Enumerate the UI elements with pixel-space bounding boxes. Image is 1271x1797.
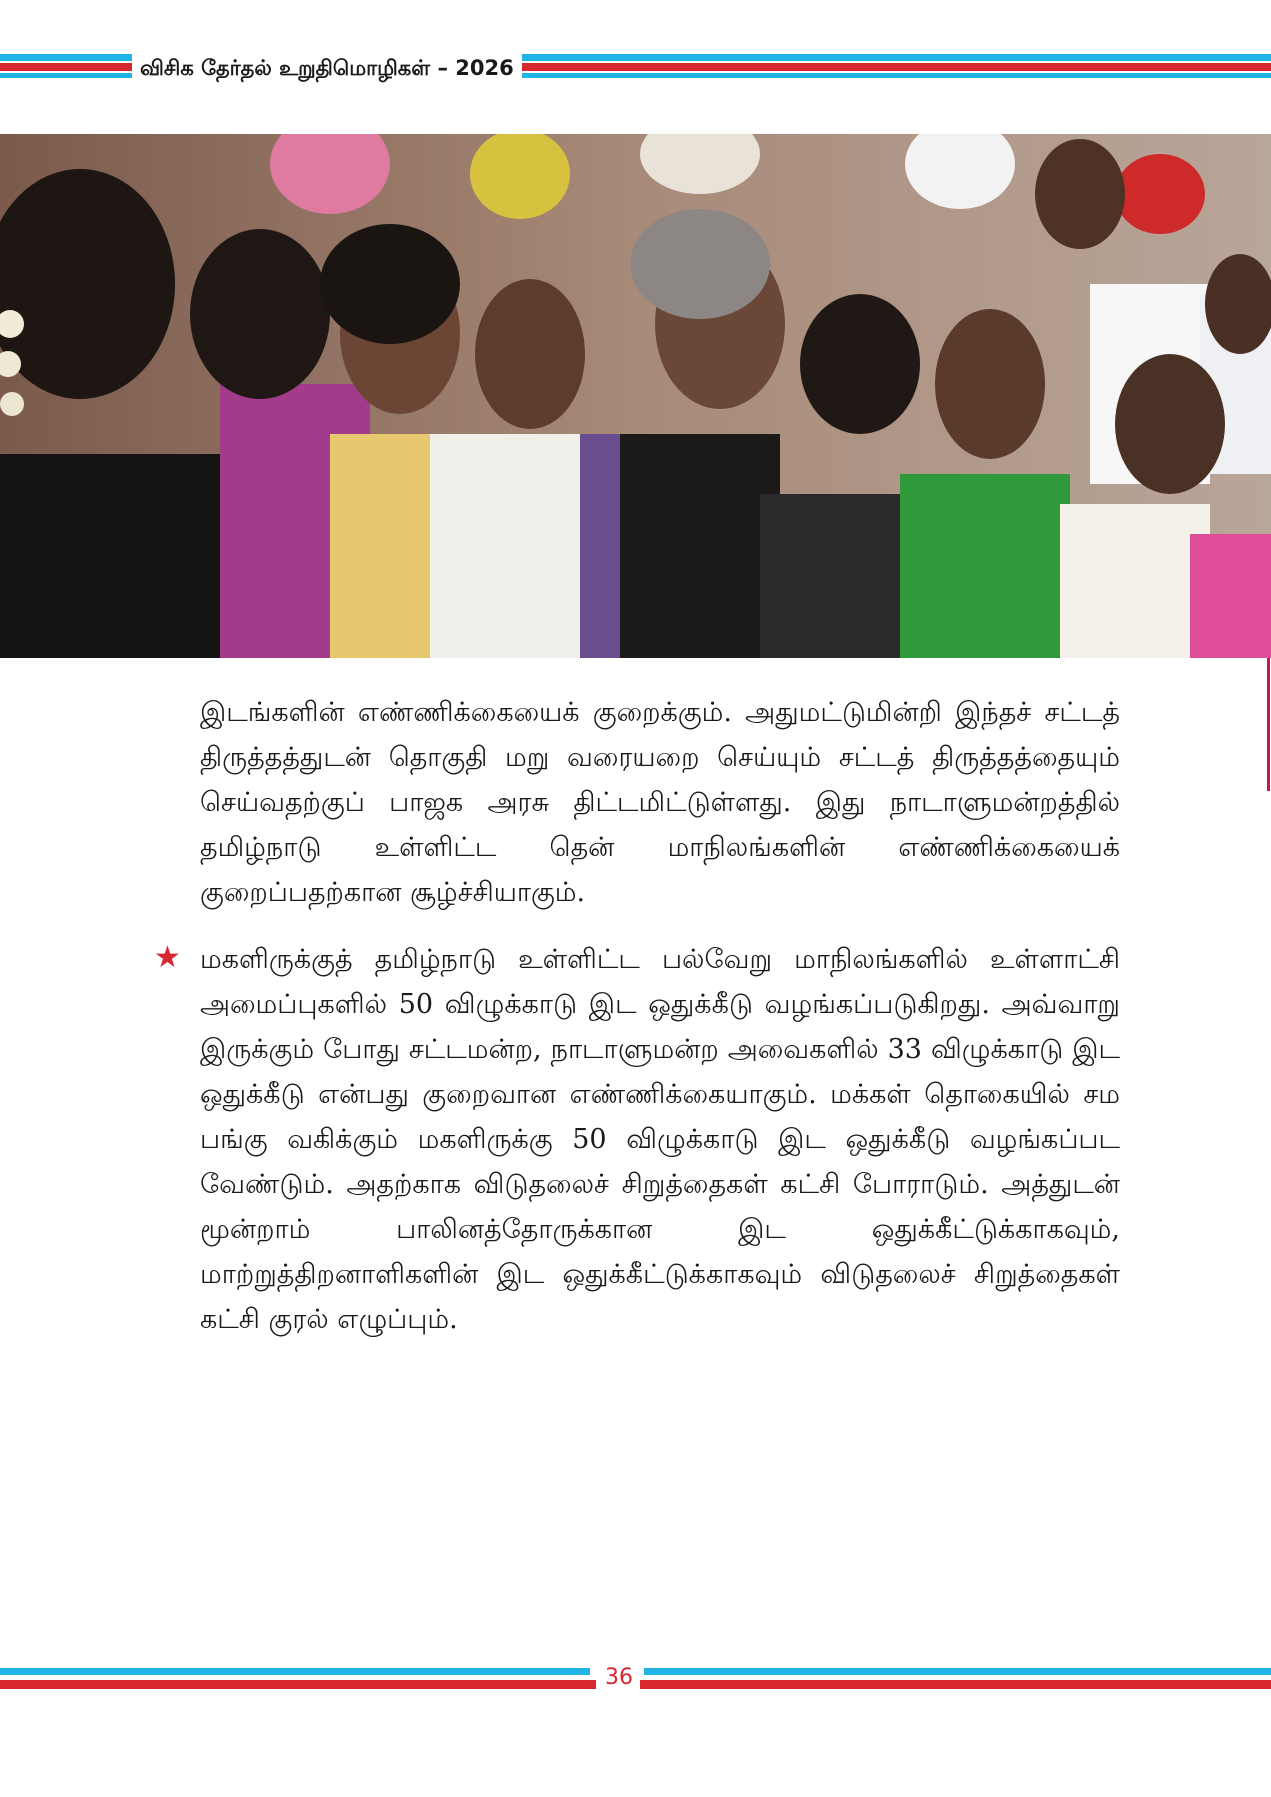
footer-stripe-red-right [640,1680,1271,1689]
footer-stripe-red-left [0,1680,596,1689]
page-content [154,690,1120,1342]
page-number: 36 [605,1665,633,1690]
bullet-paragraph [154,937,1120,1342]
paragraph-2: மகளிருக்குத் தமிழ்நாடு உள்ளிட்ட பல்வேறு மாநிலங்களில் உள்ளாட்சி அமைப்புகளில் 50 விழுக்காடு இட ஒதுக்கீடு வழங்கப்படுகிறது. அவ்வாறு இருக்கும் போது சட்டமன்ற, நாடாளுமன்ற அவைகளில் 33 விழுக்காடு இட ஒதுக்கீடு என்பது குறைவான எண்ணிக்கையாகும். மக்கள் தொகையில் சம பங்கு வகிக்கும் மகளிருக்கு 50 விழுக்காடு இட ஒதுக்கீடு வழங்கப்பட வேண்டும். அதற்காக விடுதலைச் சிறுத்தைகள் கட்சி போராடும். அத்துடன் மூன்றாம் பாலினத்தோருக்கான இட ஒதுக்கீட்டுக்காகவும், மாற்றுத்திறனாளிகளின் இட ஒதுக்கீட்டுக்காகவும் விடுதலைச் சிறுத்தைகள் கட்சி குரல் எழுப்பும். [200,944,1120,1335]
footer-stripe-blue-left [0,1668,590,1675]
footer-stripe-blue-right [644,1668,1271,1675]
side-accent-line [1267,658,1270,791]
star-bullet-icon: ★ [154,940,181,975]
crowd-photo-icon [0,134,1271,658]
crowd-photo [0,134,1271,658]
header-title: விசிக தேர்தல் உறுதிமொழிகள் – 2026 [132,52,522,84]
paragraph-1: இடங்களின் எண்ணிக்கையைக் குறைக்கும். அதுமட்டுமின்றி இந்தச் சட்டத் திருத்தத்துடன் தொகுதி மறு வரையறை செய்யும் சட்டத் திருத்தத்தையும் செய்வதற்குப் பாஜக அரசு திட்டமிட்டுள்ளது. இது நாடாளுமன்றத்தில் தமிழ்நாடு உள்ளிட்ட தென் மாநிலங்களின் எண்ணிக்கையைக் குறைப்பதற்கான சூழ்ச்சியாகும். [200,697,1120,908]
